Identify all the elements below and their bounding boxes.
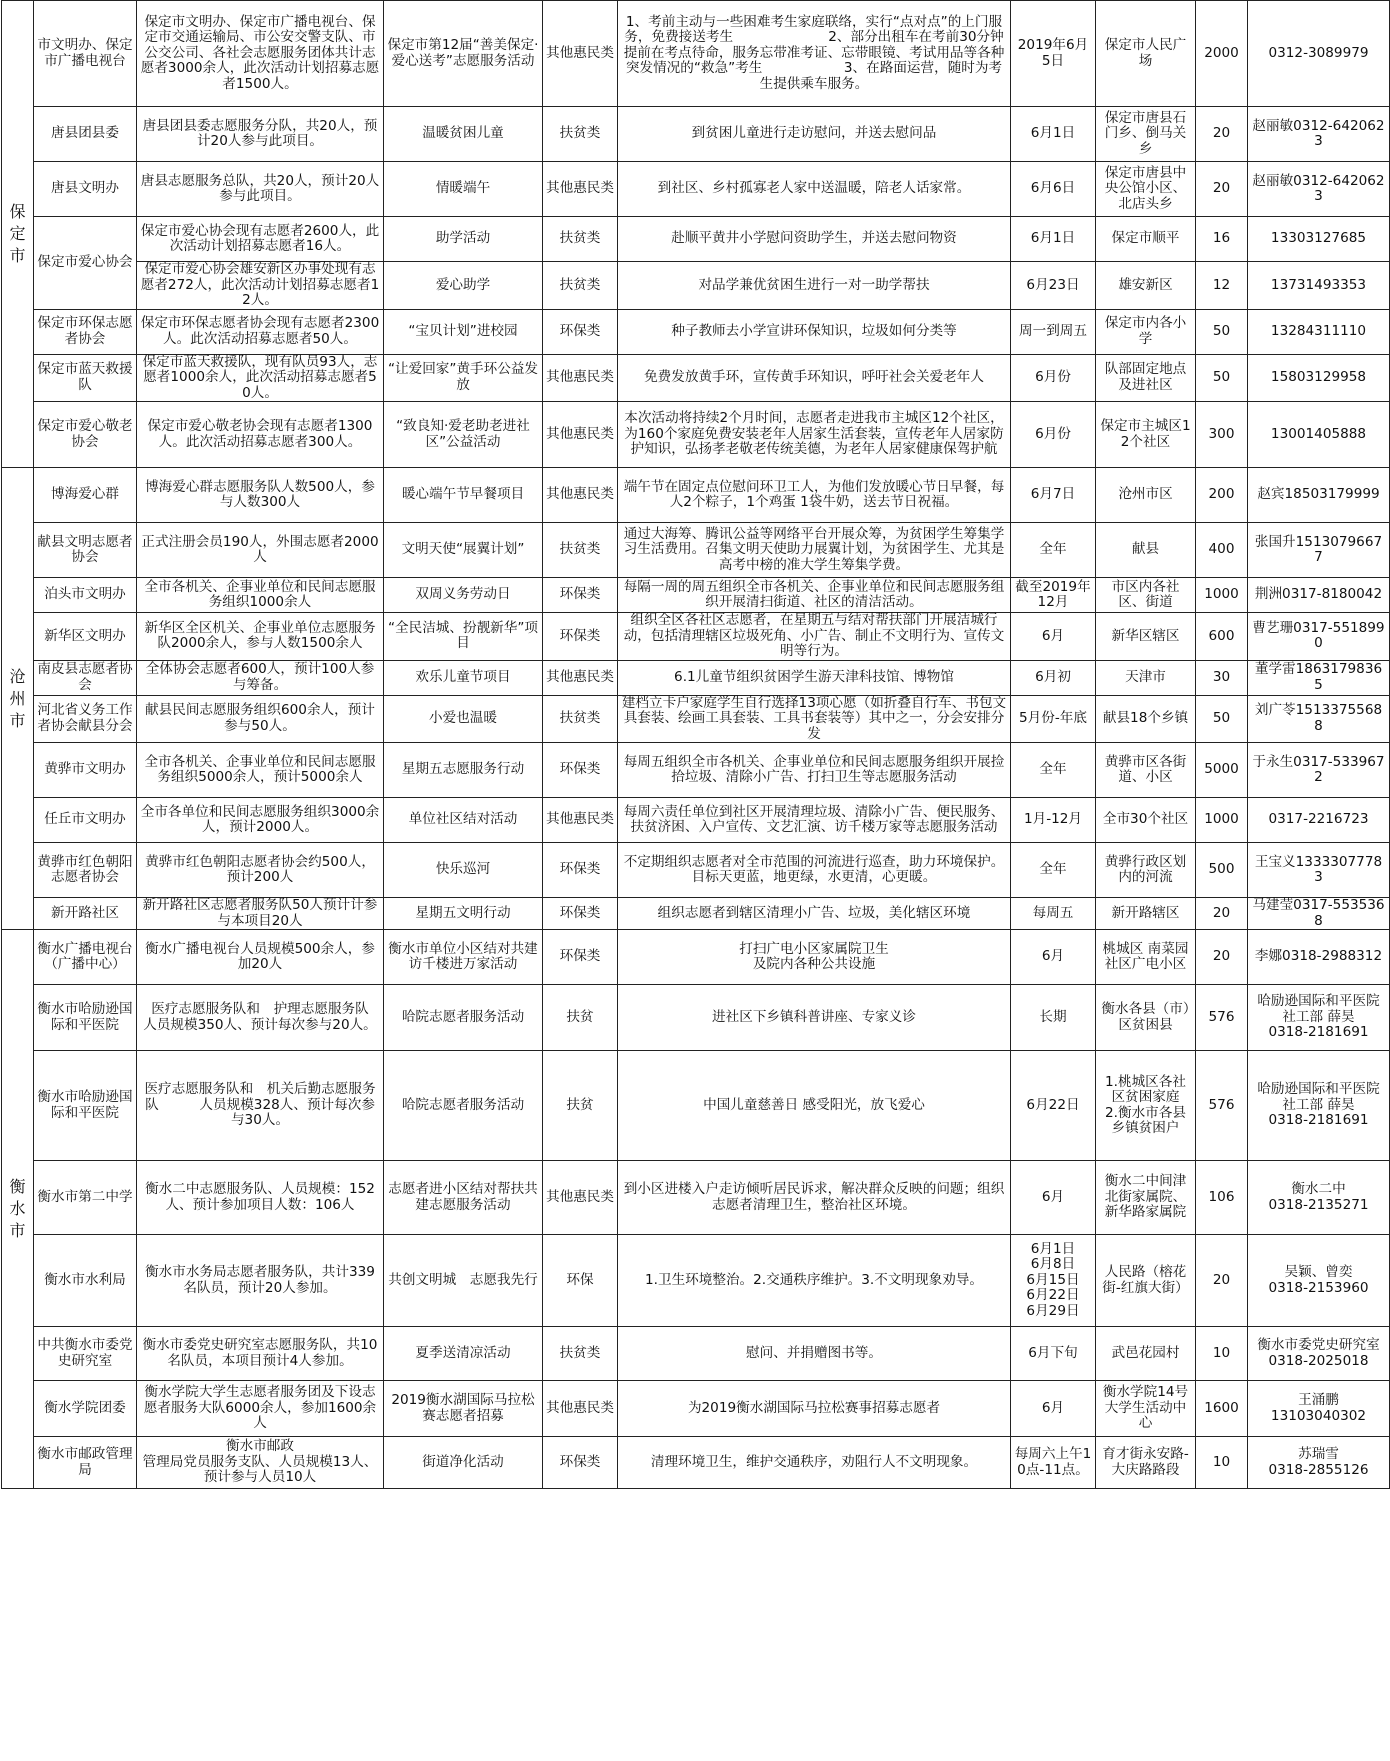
cell-service-content: 种子教师去小学宣讲环保知识，垃圾如何分类等 [618, 309, 1011, 354]
cell-service-content: 为2019衡水湖国际马拉松赛事招募志愿者 [618, 1381, 1011, 1437]
cell-participant-count: 50 [1196, 695, 1248, 743]
table-row [2, 898, 1390, 930]
cell-project-name: “让爱回家”黄手环公益发放 [384, 354, 543, 402]
cell-project-type: 环保类 [543, 1437, 618, 1489]
cell-service-place: 全市30个社区 [1096, 798, 1196, 843]
cell-service-time: 6月 [1011, 930, 1096, 985]
cell-service-place: 衡水各县（市）区贫困县 [1096, 985, 1196, 1051]
table-row [2, 985, 1390, 1051]
cell-service-time: 全年 [1011, 523, 1096, 578]
cell-team-description: 全体协会志愿者600人，预计100人参与筹备。 [137, 660, 384, 695]
cell-project-name: 双周义务劳动日 [384, 578, 543, 613]
cell-service-time: 全年 [1011, 843, 1096, 898]
cell-team-description: 正式注册会员190人，外围志愿者2000人 [137, 523, 384, 578]
cell-project-name: 哈院志愿者服务活动 [384, 1051, 543, 1161]
cell-service-time: 2019年6月5日 [1011, 1, 1096, 107]
cell-participant-count: 30 [1196, 660, 1248, 695]
cell-service-time: 截至2019年12月 [1011, 578, 1096, 613]
cell-service-place: 黄骅行政区划内的河流 [1096, 843, 1196, 898]
cell-team-description: 保定市蓝天救援队，现有队员93人，志愿者1000余人，此次活动招募志愿者50人。 [137, 354, 384, 402]
cell-participant-count: 106 [1196, 1161, 1248, 1235]
cell-contact: 13731493353 [1248, 262, 1390, 310]
cell-service-place: 保定市唐县石门乡、倒马关乡 [1096, 107, 1196, 162]
cell-organization: 新开路社区 [34, 898, 137, 930]
table-row [2, 578, 1390, 613]
cell-service-place: 桃城区 南菜园社区广电小区 [1096, 930, 1196, 985]
cell-service-time: 每周五 [1011, 898, 1096, 930]
cell-organization: 保定市爱心敬老协会 [34, 402, 137, 468]
table-row [2, 930, 1390, 985]
cell-service-content: 端午节在固定点位慰问环卫工人，为他们发放暖心节日早餐，每人2个粽子，1个鸡蛋 1袋牛奶，送去节日祝福。 [618, 468, 1011, 523]
table-row [2, 523, 1390, 578]
cell-organization: 黄骅市文明办 [34, 743, 137, 798]
cell-service-content: 组织全区各社区志愿者，在星期五与结对帮扶部门开展洁城行动，包括清理辖区垃圾死角、小广告、制止不文明行为、宣传文明等行为。 [618, 613, 1011, 661]
cell-service-place: 保定市人民广场 [1096, 1, 1196, 107]
cell-organization: 任丘市文明办 [34, 798, 137, 843]
cell-service-content: 1、考前主动与一些困难考生家庭联络，实行“点对点”的上门服务，免费接送考生 2、部分出租车在考前30分钟提前在考点待命，服务忘带准考证、忘带眼镜、考试用品等各种突发情况的“救急”考生 3、在路面运营，随时为考生提供乘车服务。 [618, 1, 1011, 107]
table-row [2, 1437, 1390, 1489]
cell-contact: 马建莹0317-5535368 [1248, 898, 1390, 930]
table-row [2, 217, 1390, 262]
cell-contact: 衡水市委党史研究室 0318-2025018 [1248, 1327, 1390, 1381]
cell-service-content: 通过大海筹、腾讯公益等网络平台开展众筹，为贫困学生筹集学习生活费用。召集文明天使助力展翼计划，为贫困学生、尤其是高考中榜的准大学生筹集学费。 [618, 523, 1011, 578]
cell-service-place: 1.桃城区各社区贫困家庭 2.衡水市各县乡镇贫困户 [1096, 1051, 1196, 1161]
cell-service-place: 保定市内各小学 [1096, 309, 1196, 354]
cell-project-name: 单位社区结对活动 [384, 798, 543, 843]
table-row [2, 1, 1390, 107]
cell-contact: 张国升15130796677 [1248, 523, 1390, 578]
cell-project-name: 快乐巡河 [384, 843, 543, 898]
cell-project-type: 其他惠民类 [543, 660, 618, 695]
table-row [2, 660, 1390, 695]
cell-team-description: 唐县团县委志愿服务分队，共20人，预计20人参与此项目。 [137, 107, 384, 162]
cell-project-type: 其他惠民类 [543, 468, 618, 523]
cell-project-type: 其他惠民类 [543, 402, 618, 468]
cell-contact: 曹艺珊0317-5518990 [1248, 613, 1390, 661]
cell-service-place: 天津市 [1096, 660, 1196, 695]
cell-team-description: 保定市爱心协会雄安新区办事处现有志愿者272人，此次活动计划招募志愿者12人。 [137, 262, 384, 310]
cell-service-content: 每周六责任单位到社区开展清理垃圾、清除小广告、便民服务、扶贫济困、入户宣传、文艺汇演、访千楼万家等志愿服务活动 [618, 798, 1011, 843]
cell-service-content: 对品学兼优贫困生进行一对一助学帮扶 [618, 262, 1011, 310]
cell-contact: 荆洲0317-8180042 [1248, 578, 1390, 613]
cell-service-time: 6月1日 [1011, 107, 1096, 162]
cell-service-place: 队部固定地点及进社区 [1096, 354, 1196, 402]
cell-organization: 保定市环保志愿者协会 [34, 309, 137, 354]
cell-organization: 博海爱心群 [34, 468, 137, 523]
cell-project-name: 志愿者进小区结对帮扶共建志愿服务活动 [384, 1161, 543, 1235]
cell-organization: 泊头市文明办 [34, 578, 137, 613]
cell-team-description: 唐县志愿服务总队，共20人，预计20人参与此项目。 [137, 162, 384, 217]
cell-team-description: 保定市爱心协会现有志愿者2600人，此次活动计划招募志愿者16人。 [137, 217, 384, 262]
cell-service-content: 每隔一周的周五组织全市各机关、企事业单位和民间志愿服务组织开展清扫街道、社区的清洁活动。 [618, 578, 1011, 613]
cell-team-description: 衡水市邮政 管理局党员服务支队、人员规模13人、预计参与人员10人 [137, 1437, 384, 1489]
cell-service-time: 6月7日 [1011, 468, 1096, 523]
table-row [2, 843, 1390, 898]
cell-service-time: 6月23日 [1011, 262, 1096, 310]
cell-project-name: “致良知·爱老助老进社区”公益活动 [384, 402, 543, 468]
cell-project-type: 扶贫类 [543, 217, 618, 262]
cell-organization: 河北省义务工作者协会献县分会 [34, 695, 137, 743]
cell-service-time: 6月初 [1011, 660, 1096, 695]
cell-team-description: 医疗志愿服务队和 护理志愿服务队 人员规模350人、预计每次参与20人。 [137, 985, 384, 1051]
cell-team-description: 保定市爱心敬老协会现有志愿者1300人。此次活动招募志愿者300人。 [137, 402, 384, 468]
cell-project-name: 保定市第12届“善美保定·爱心送考”志愿服务活动 [384, 1, 543, 107]
cell-service-content: 建档立卡户家庭学生自行选择13项心愿（如折叠自行车、书包文具套装、绘画工具套装、工具书套装等）其中之一，分会安排分发 [618, 695, 1011, 743]
cell-organization: 献县文明志愿者协会 [34, 523, 137, 578]
cell-team-description: 医疗志愿服务队和 机关后勤志愿服务队 人员规模328人、预计每次参与30人。 [137, 1051, 384, 1161]
table-body [2, 1, 1390, 1489]
cell-service-place: 衡水学院14号大学生活动中心 [1096, 1381, 1196, 1437]
cell-team-description: 全市各机关、企事业单位和民间志愿服务组织5000余人，预计5000余人 [137, 743, 384, 798]
cell-project-name: 文明天使“展翼计划” [384, 523, 543, 578]
table-row [2, 1381, 1390, 1437]
cell-participant-count: 16 [1196, 217, 1248, 262]
cell-contact: 15803129958 [1248, 354, 1390, 402]
cell-organization: 唐县文明办 [34, 162, 137, 217]
cell-service-place: 衡水二中间津北街家属院、新华路家属院 [1096, 1161, 1196, 1235]
cell-team-description: 博海爱心群志愿服务队人数500人，参与人数300人 [137, 468, 384, 523]
table-row [2, 309, 1390, 354]
cell-organization: 衡水学院团委 [34, 1381, 137, 1437]
cell-service-content: 进社区下乡镇科普讲座、专家义诊 [618, 985, 1011, 1051]
cell-contact: 刘广苓15133755688 [1248, 695, 1390, 743]
cell-service-place: 沧州市区 [1096, 468, 1196, 523]
table-row [2, 107, 1390, 162]
city-cell [2, 468, 34, 930]
cell-team-description: 全市各单位和民间志愿服务组织3000余人，预计2000人。 [137, 798, 384, 843]
table-row [2, 1051, 1390, 1161]
cell-project-type: 其他惠民类 [543, 354, 618, 402]
cell-service-content: 打扫广电小区家属院卫生 及院内各种公共设施 [618, 930, 1011, 985]
cell-service-place: 献县18个乡镇 [1096, 695, 1196, 743]
cell-service-place: 保定市顺平 [1096, 217, 1196, 262]
cell-service-content: 到社区、乡村孤寡老人家中送温暖，陪老人话家常。 [618, 162, 1011, 217]
cell-project-name: 衡水市单位小区结对共建访千楼进万家活动 [384, 930, 543, 985]
cell-service-time: 6月22日 [1011, 1051, 1096, 1161]
cell-service-time: 6月 [1011, 613, 1096, 661]
cell-project-type: 环保 [543, 1235, 618, 1327]
cell-service-content: 赴顺平黄井小学慰问资助学生，并送去慰问物资 [618, 217, 1011, 262]
cell-organization: 保定市爱心协会 [34, 217, 137, 310]
cell-service-place: 献县 [1096, 523, 1196, 578]
cell-project-name: 欢乐儿童节项目 [384, 660, 543, 695]
cell-contact: 0317-2216723 [1248, 798, 1390, 843]
cell-service-place: 武邑花园村 [1096, 1327, 1196, 1381]
table-row [2, 402, 1390, 468]
city-name: 衡水市 [9, 1177, 26, 1240]
cell-service-time: 6月份 [1011, 402, 1096, 468]
cell-participant-count: 600 [1196, 613, 1248, 661]
cell-contact: 赵丽敏0312-6420623 [1248, 162, 1390, 217]
cell-service-place: 黄骅市区各街道、小区 [1096, 743, 1196, 798]
cell-service-content: 不定期组织志愿者对全市范围的河流进行巡查，助力环境保护。目标天更蓝，地更绿，水更清，心更暖。 [618, 843, 1011, 898]
cell-team-description: 全市各机关、企事业单位和民间志愿服务组织1000余人 [137, 578, 384, 613]
cell-team-description: 衡水二中志愿服务队、人员规模：152人、预计参加项目人数：106人 [137, 1161, 384, 1235]
cell-project-type: 环保类 [543, 743, 618, 798]
cell-team-description: 黄骅市红色朝阳志愿者协会约500人，预计200人 [137, 843, 384, 898]
cell-participant-count: 20 [1196, 107, 1248, 162]
cell-organization: 新华区文明办 [34, 613, 137, 661]
cell-service-time: 全年 [1011, 743, 1096, 798]
cell-service-place: 新开路辖区 [1096, 898, 1196, 930]
cell-service-place: 人民路（榕花街-红旗大街） [1096, 1235, 1196, 1327]
volunteer-table [1, 0, 1390, 1489]
cell-project-type: 其他惠民类 [543, 1161, 618, 1235]
cell-organization: 衡水市邮政管理局 [34, 1437, 137, 1489]
table-row [2, 162, 1390, 217]
cell-project-type: 扶贫类 [543, 262, 618, 310]
cell-team-description: 保定市环保志愿者协会现有志愿者2300人。此次活动招募志愿者50人。 [137, 309, 384, 354]
cell-participant-count: 20 [1196, 162, 1248, 217]
cell-contact: 13001405888 [1248, 402, 1390, 468]
table-row [2, 1161, 1390, 1235]
cell-service-place: 保定市主城区12个社区 [1096, 402, 1196, 468]
cell-contact: 吴颖、曾奕 0318-2153960 [1248, 1235, 1390, 1327]
cell-team-description: 保定市文明办、保定市广播电视台、保定市交通运输局、市公安交警支队、市公交公司、各社会志愿服务团体共计志愿者3000余人，此次活动计划招募志愿者1500人。 [137, 1, 384, 107]
table-row [2, 262, 1390, 310]
cell-project-type: 扶贫类 [543, 107, 618, 162]
cell-project-type: 扶贫 [543, 1051, 618, 1161]
cell-team-description: 献县民间志愿服务组织600余人，预计参与50人。 [137, 695, 384, 743]
cell-participant-count: 20 [1196, 898, 1248, 930]
cell-participant-count: 20 [1196, 930, 1248, 985]
cell-service-content: 免费发放黄手环，宣传黄手环知识，呼吁社会关爱老年人 [618, 354, 1011, 402]
cell-participant-count: 5000 [1196, 743, 1248, 798]
cell-organization: 中共衡水市委党史研究室 [34, 1327, 137, 1381]
cell-project-name: 情暖端午 [384, 162, 543, 217]
cell-organization: 唐县团县委 [34, 107, 137, 162]
cell-project-name: 温暖贫困儿童 [384, 107, 543, 162]
cell-service-place: 育才街永安路-大庆路路段 [1096, 1437, 1196, 1489]
cell-service-place: 新华区辖区 [1096, 613, 1196, 661]
cell-project-name: 哈院志愿者服务活动 [384, 985, 543, 1051]
cell-project-name: 爱心助学 [384, 262, 543, 310]
cell-organization: 黄骅市红色朝阳志愿者协会 [34, 843, 137, 898]
table-row [2, 468, 1390, 523]
cell-service-content: 组织志愿者到辖区清理小广告、垃圾，美化辖区环境 [618, 898, 1011, 930]
cell-participant-count: 200 [1196, 468, 1248, 523]
cell-team-description: 新开路社区志愿者服务队50人预计计参与本项目20人 [137, 898, 384, 930]
cell-project-type: 其他惠民类 [543, 798, 618, 843]
cell-service-content: 清理环境卫生，维护交通秩序，劝阻行人不文明现象。 [618, 1437, 1011, 1489]
cell-contact: 哈励逊国际和平医院 社工部 薛昊 0318-2181691 [1248, 1051, 1390, 1161]
cell-service-content: 本次活动将持续2个月时间，志愿者走进我市主城区12个社区，为160个家庭免费安装老年人居家生活套装，宣传老年人居家防护知识，弘扬孝老敬老传统美德，为老年人居家健康保驾护航 [618, 402, 1011, 468]
table-row [2, 1327, 1390, 1381]
cell-team-description: 衡水广播电视台人员规模500余人，参加20人 [137, 930, 384, 985]
cell-participant-count: 576 [1196, 1051, 1248, 1161]
cell-service-time: 5月份-年底 [1011, 695, 1096, 743]
table-row [2, 695, 1390, 743]
cell-service-time: 6月1日 6月8日 6月15日 6月22日 6月29日 [1011, 1235, 1096, 1327]
cell-participant-count: 576 [1196, 985, 1248, 1051]
table-row [2, 1235, 1390, 1327]
cell-participant-count: 1000 [1196, 798, 1248, 843]
cell-service-content: 6.1儿童节组织贫困学生游天津科技馆、博物馆 [618, 660, 1011, 695]
cell-project-name: “全民洁城、扮靓新华”项目 [384, 613, 543, 661]
cell-project-type: 扶贫类 [543, 695, 618, 743]
cell-service-time: 6月6日 [1011, 162, 1096, 217]
cell-service-time: 长期 [1011, 985, 1096, 1051]
cell-project-name: 星期五志愿服务行动 [384, 743, 543, 798]
cell-project-name: 暖心端午节早餐项目 [384, 468, 543, 523]
cell-service-content: 到小区进楼入户走访倾听居民诉求，解决群众反映的问题；组织志愿者清理卫生，整治社区环境。 [618, 1161, 1011, 1235]
cell-service-time: 6月 [1011, 1381, 1096, 1437]
cell-project-type: 其他惠民类 [543, 1381, 618, 1437]
cell-participant-count: 400 [1196, 523, 1248, 578]
cell-participant-count: 300 [1196, 402, 1248, 468]
cell-project-type: 环保类 [543, 843, 618, 898]
table-row [2, 613, 1390, 661]
cell-participant-count: 10 [1196, 1437, 1248, 1489]
cell-team-description: 衡水市水务局志愿者服务队，共计339名队员，预计20人参加。 [137, 1235, 384, 1327]
city-name: 沧州市 [9, 666, 26, 730]
cell-participant-count: 1600 [1196, 1381, 1248, 1437]
cell-team-description: 衡水市委党史研究室志愿服务队，共10名队员，本项目预计4人参加。 [137, 1327, 384, 1381]
cell-contact: 苏瑞雪 0318-2855126 [1248, 1437, 1390, 1489]
cell-organization: 保定市蓝天救援队 [34, 354, 137, 402]
cell-contact: 衡水二中 0318-2135271 [1248, 1161, 1390, 1235]
cell-contact: 13303127685 [1248, 217, 1390, 262]
cell-service-time: 6月 [1011, 1161, 1096, 1235]
cell-organization: 市文明办、保定市广播电视台 [34, 1, 137, 107]
cell-contact: 0312-3089979 [1248, 1, 1390, 107]
cell-service-time: 6月1日 [1011, 217, 1096, 262]
cell-project-name: 街道净化活动 [384, 1437, 543, 1489]
cell-service-content: 慰问、并捐赠图书等。 [618, 1327, 1011, 1381]
cell-project-type: 环保类 [543, 309, 618, 354]
cell-contact: 王宝义13333077783 [1248, 843, 1390, 898]
cell-participant-count: 12 [1196, 262, 1248, 310]
cell-organization: 衡水广播电视台（广播中心） [34, 930, 137, 985]
cell-participant-count: 1000 [1196, 578, 1248, 613]
cell-service-place: 雄安新区 [1096, 262, 1196, 310]
cell-project-type: 其他惠民类 [543, 162, 618, 217]
cell-contact: 赵丽敏0312-6420623 [1248, 107, 1390, 162]
cell-participant-count: 500 [1196, 843, 1248, 898]
cell-organization: 衡水市哈励逊国际和平医院 [34, 1051, 137, 1161]
cell-project-type: 环保类 [543, 898, 618, 930]
cell-participant-count: 50 [1196, 354, 1248, 402]
cell-project-name: 星期五文明行动 [384, 898, 543, 930]
cell-participant-count: 10 [1196, 1327, 1248, 1381]
cell-project-type: 环保类 [543, 930, 618, 985]
cell-service-time: 周一到周五 [1011, 309, 1096, 354]
cell-project-name: 夏季送清凉活动 [384, 1327, 543, 1381]
cell-team-description: 衡水学院大学生志愿者服务团及下设志愿者服务大队6000余人，参加1600余人 [137, 1381, 384, 1437]
cell-participant-count: 50 [1196, 309, 1248, 354]
table-row [2, 354, 1390, 402]
cell-team-description: 新华区全区机关、企事业单位志愿服务队2000余人，参与人数1500余人 [137, 613, 384, 661]
cell-participant-count: 20 [1196, 1235, 1248, 1327]
cell-service-content: 每周五组织全市各机关、企事业单位和民间志愿服务组织开展捡拾垃圾、清除小广告、打扫卫生等志愿服务活动 [618, 743, 1011, 798]
cell-contact: 董学雷18631798365 [1248, 660, 1390, 695]
cell-project-type: 其他惠民类 [543, 1, 618, 107]
cell-project-type: 扶贫类 [543, 523, 618, 578]
cell-service-content: 中国儿童慈善日 感受阳光，放飞爱心 [618, 1051, 1011, 1161]
city-cell [2, 930, 34, 1489]
cell-project-name: 共创文明城 志愿我先行 [384, 1235, 543, 1327]
cell-service-content: 到贫困儿童进行走访慰问，并送去慰问品 [618, 107, 1011, 162]
cell-contact: 李娜0318-2988312 [1248, 930, 1390, 985]
cell-service-place: 市区内各社区、街道 [1096, 578, 1196, 613]
cell-organization: 衡水市水利局 [34, 1235, 137, 1327]
cell-project-name: 小爱也温暖 [384, 695, 543, 743]
city-name: 保定市 [9, 202, 26, 265]
city-cell [2, 1, 34, 468]
cell-service-place: 保定市唐县中央公馆小区、北店头乡 [1096, 162, 1196, 217]
cell-service-time: 1月-12月 [1011, 798, 1096, 843]
cell-organization: 南皮县志愿者协会 [34, 660, 137, 695]
table-row [2, 798, 1390, 843]
cell-organization: 衡水市哈励逊国际和平医院 [34, 985, 137, 1051]
cell-service-time: 每周六上午10点-11点。 [1011, 1437, 1096, 1489]
cell-project-name: 助学活动 [384, 217, 543, 262]
cell-project-type: 扶贫 [543, 985, 618, 1051]
cell-contact: 于永生0317-5339672 [1248, 743, 1390, 798]
cell-project-type: 环保类 [543, 578, 618, 613]
cell-contact: 赵宾18503179999 [1248, 468, 1390, 523]
cell-contact: 王涌鹏 13103040302 [1248, 1381, 1390, 1437]
cell-service-time: 6月份 [1011, 354, 1096, 402]
cell-service-content: 1.卫生环境整治。2.交通秩序维护。3.不文明现象劝导。 [618, 1235, 1011, 1327]
cell-organization: 衡水市第二中学 [34, 1161, 137, 1235]
cell-contact: 哈励逊国际和平医院 社工部 薛昊 0318-2181691 [1248, 985, 1390, 1051]
cell-project-type: 扶贫类 [543, 1327, 618, 1381]
cell-service-time: 6月下旬 [1011, 1327, 1096, 1381]
cell-participant-count: 2000 [1196, 1, 1248, 107]
cell-contact: 13284311110 [1248, 309, 1390, 354]
cell-project-name: 2019衡水湖国际马拉松赛志愿者招募 [384, 1381, 543, 1437]
cell-project-name: “宝贝计划”进校园 [384, 309, 543, 354]
table-row [2, 743, 1390, 798]
cell-project-type: 环保类 [543, 613, 618, 661]
